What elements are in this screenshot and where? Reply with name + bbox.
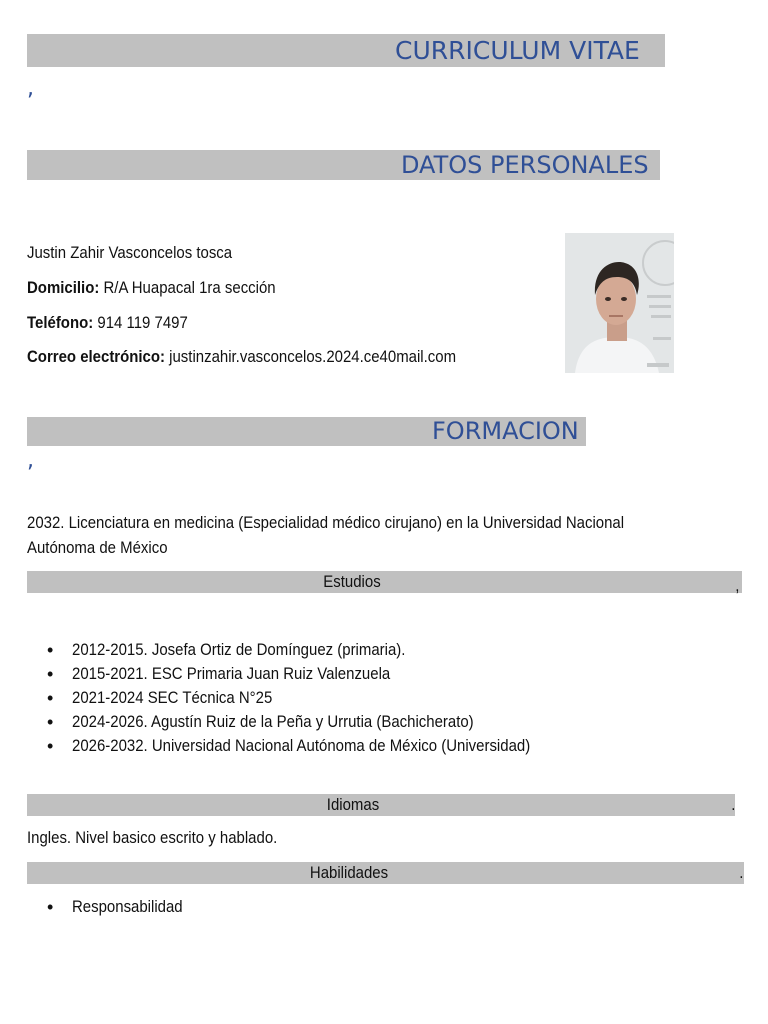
list-item: • 2021-2024 SEC Técnica N°25 (27, 686, 593, 710)
list-item: • 2026-2032. Universidad Nacional Autónoma de México (Universidad) (27, 734, 593, 758)
degree-line (27, 512, 624, 534)
page-title: CURRICULUM VITAE (395, 36, 640, 65)
formacion-section-title: FORMACION (432, 417, 579, 445)
email-label: Correo electrónico: (27, 347, 165, 366)
phone-label: Teléfono: (27, 313, 94, 332)
idiomas-title: Idiomas (326, 795, 380, 814)
formacion-comma: , (27, 448, 34, 473)
email-line (27, 346, 456, 368)
list-item: • 2012-2015. Josefa Ortiz de Domínguez (primaria). (27, 638, 593, 662)
habilidades-title: Habilidades (309, 863, 389, 882)
person-photo-icon (565, 233, 674, 373)
address-value: R/A Huapacal 1ra sección (103, 278, 276, 297)
email-value: justinzahir.vasconcelos.2024.ce40mail.com (169, 347, 457, 366)
estudios-list (27, 638, 593, 758)
degree-line-2: Autónoma de México (27, 538, 168, 557)
phone-line (27, 312, 188, 334)
personal-section-title: DATOS PERSONALES (401, 151, 649, 179)
list-item: • 2015-2021. ESC Primaria Juan Ruiz Valenzuela (27, 662, 593, 686)
address-label: Domicilio: (27, 278, 100, 297)
habilidades-trail: . (739, 863, 744, 882)
person-photo-drawing (565, 233, 674, 373)
full-name: Justin Zahir Vasconcelos tosca (27, 243, 233, 262)
list-item: • 2024-2026. Agustín Ruiz de la Peña y Urrutia (Bachicherato) (27, 710, 593, 734)
title-comma: , (27, 76, 34, 101)
address-line (27, 277, 276, 299)
phone-value: 914 119 7497 (97, 313, 188, 332)
idiomas-text: Ingles. Nivel basico escrito y hablado. (27, 828, 278, 847)
degree-year: 2032 (27, 513, 61, 532)
idiomas-trail: . (731, 795, 736, 814)
habilidades-list (27, 895, 198, 919)
list-item: • Responsabilidad (27, 895, 198, 919)
estudios-title: Estudios (323, 572, 381, 591)
estudios-trail: , (735, 576, 740, 595)
degree-text: . Licenciatura en medicina (Especialidad médico cirujano) en la Universidad Nacional (60, 513, 625, 532)
